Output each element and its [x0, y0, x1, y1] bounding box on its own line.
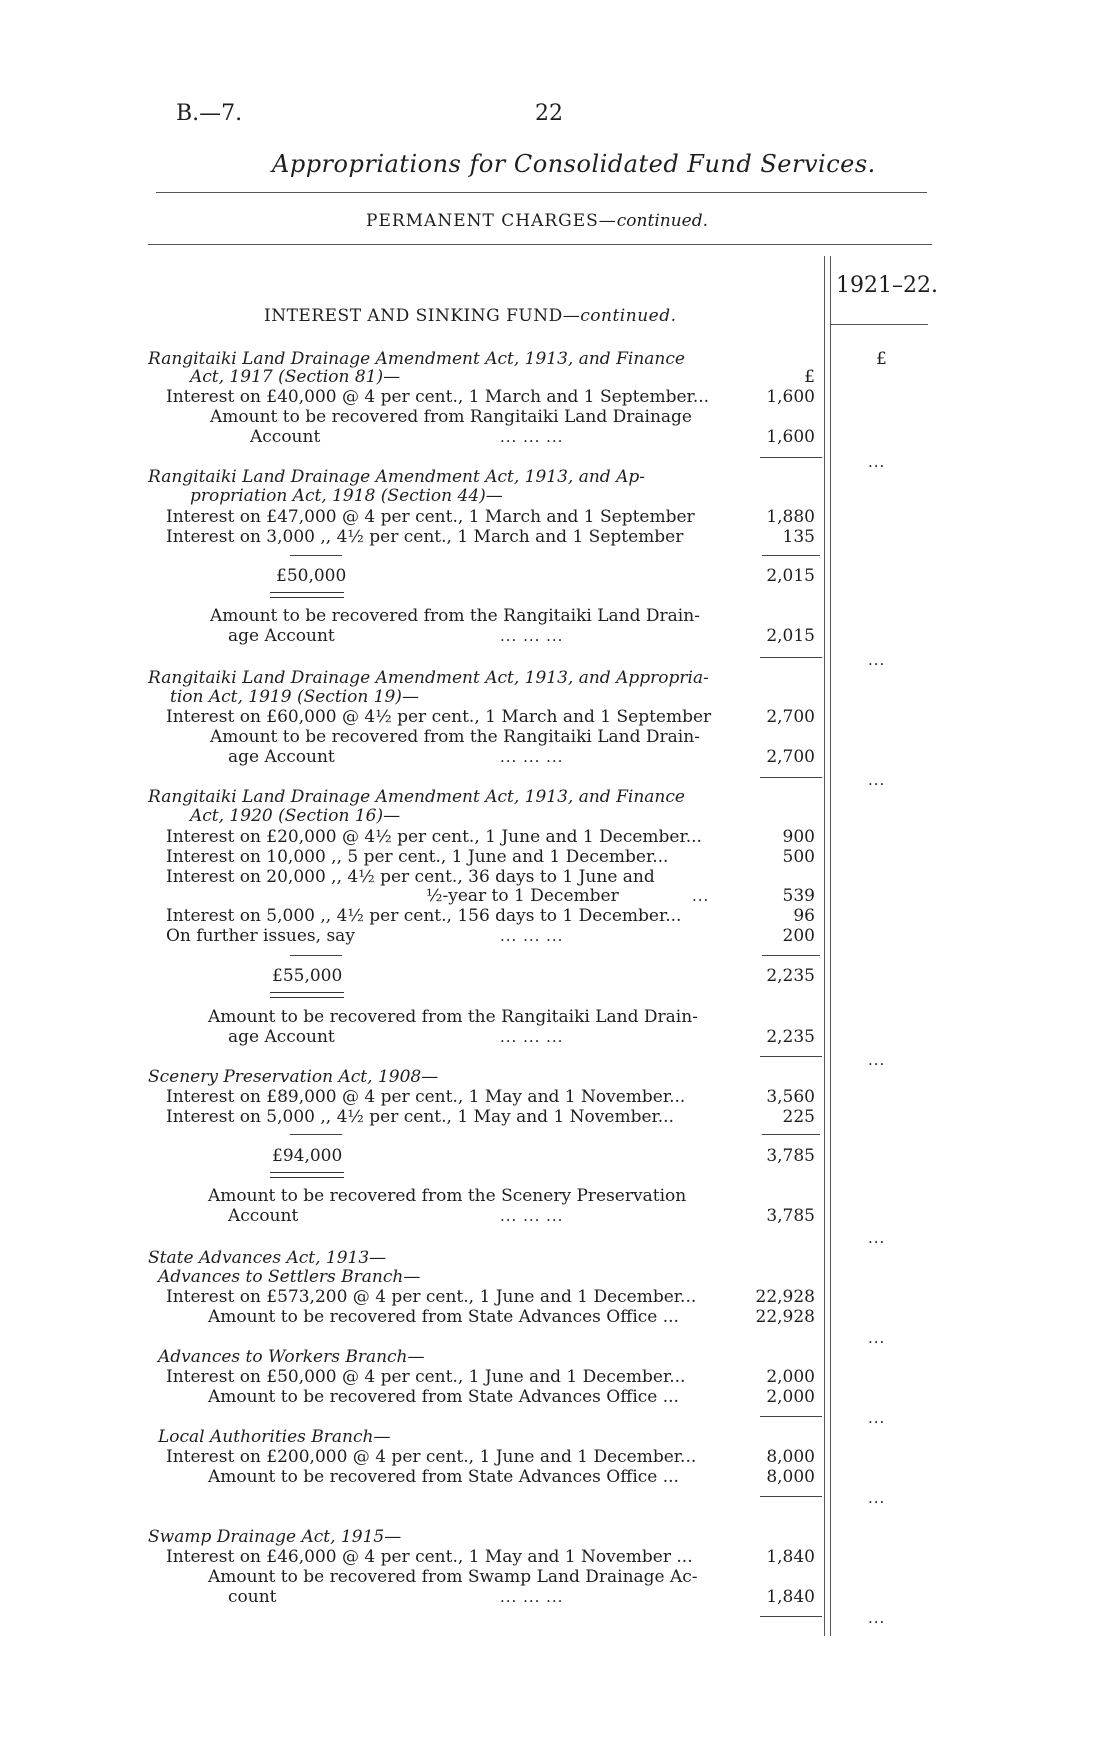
page-title: Appropriations for Consolidated Fund Services.	[272, 150, 876, 178]
recovery-line-cont: age Account	[228, 1027, 335, 1047]
interest-line: Interest on 10,000 ,, 5 per cent., 1 June and 1 December...	[166, 847, 669, 867]
branch-title: Advances to Settlers Branch—	[158, 1267, 421, 1287]
interest-amount: 3,560	[766, 1087, 815, 1107]
interest-line: Interest on £60,000 @ 4½ per cent., 1 March and 1 September	[166, 707, 712, 727]
entry-rule	[760, 1496, 822, 1497]
branch-title: Advances to Workers Branch—	[158, 1347, 425, 1367]
entry-rule	[760, 1056, 822, 1057]
act-title-cont: propriation Act, 1918 (Section 44)—	[190, 486, 503, 506]
act-title: Rangitaiki Land Drainage Amendment Act, 1913, and Finance	[148, 787, 685, 807]
branch-title: Local Authorities Branch—	[158, 1427, 391, 1447]
principal-total: £94,000	[272, 1146, 343, 1166]
double-rule	[270, 1172, 344, 1178]
act-title-cont: tion Act, 1919 (Section 19)—	[170, 687, 419, 707]
leader-dots: ... ... ...	[500, 927, 564, 945]
entry-rule	[760, 777, 822, 778]
recovery-line: Amount to be recovered from the Scenery Preservation	[208, 1186, 687, 1206]
leader-dots: ... ... ...	[500, 428, 564, 446]
interest-amount: 539	[782, 886, 815, 906]
recovery-line: Amount to be recovered from State Advances Office ...	[208, 1387, 679, 1407]
interest-amount: 500	[782, 847, 815, 867]
interest-amount: 22,928	[755, 1287, 815, 1307]
leader-dots: ... ... ...	[500, 1028, 564, 1046]
act-title: State Advances Act, 1913—	[148, 1248, 387, 1268]
section-heading	[264, 306, 676, 326]
subtotal-rule-amount	[762, 555, 820, 556]
subtotal-rule-amount	[762, 955, 820, 956]
recovery-line-cont: Account	[250, 427, 321, 447]
year-value: ...	[868, 651, 886, 669]
interest-amount: 900	[782, 827, 815, 847]
year-header-rule	[830, 324, 928, 325]
interest-amount: 1,840	[766, 1547, 815, 1567]
entry-rule	[760, 457, 822, 458]
column-divider-right	[830, 256, 831, 1636]
recovery-amount: 2,000	[766, 1387, 815, 1407]
recovery-line-cont: count	[228, 1587, 277, 1607]
recovery-line: Amount to be recovered from the Rangitaiki Land Drain-	[210, 606, 700, 626]
section-heading-cont: continued.	[580, 306, 677, 326]
currency-symbol-year: £	[876, 349, 887, 369]
double-rule	[270, 592, 344, 598]
interest-amount: 1,600	[766, 387, 815, 407]
subtotal-rule	[290, 955, 342, 956]
interest-line: Interest on £47,000 @ 4 per cent., 1 March and 1 September	[166, 507, 695, 527]
year-value: ...	[868, 1409, 886, 1427]
subtitle-rule	[148, 244, 932, 245]
interest-line: Interest on £46,000 @ 4 per cent., 1 May and 1 November ...	[166, 1547, 693, 1567]
further-issues-line: On further issues, say	[166, 926, 355, 946]
column-divider-left	[824, 256, 825, 1636]
principal-total: £55,000	[272, 966, 343, 986]
year-value: ...	[868, 1229, 886, 1247]
year-value: ...	[868, 1609, 886, 1627]
act-title: Rangitaiki Land Drainage Amendment Act, 1913, and Appropria-	[148, 668, 709, 688]
interest-line: Interest on 3,000 ,, 4½ per cent., 1 March and 1 September	[166, 527, 684, 547]
recovery-amount: 3,785	[766, 1206, 815, 1226]
recovery-line: Amount to be recovered from Swamp Land Drainage Ac-	[208, 1567, 698, 1587]
total-amount: 2,235	[766, 966, 815, 986]
title-rule	[156, 192, 927, 193]
recovery-line-cont: age Account	[228, 747, 335, 767]
principal-total: £50,000	[276, 566, 347, 586]
act-title: Scenery Preservation Act, 1908—	[148, 1067, 439, 1087]
interest-line: Interest on £20,000 @ 4½ per cent., 1 June and 1 December...	[166, 827, 702, 847]
entry-rule	[760, 657, 822, 658]
act-title-cont: Act, 1920 (Section 16)—	[190, 806, 401, 826]
total-amount: 3,785	[766, 1146, 815, 1166]
act-title: Rangitaiki Land Drainage Amendment Act, 1913, and Finance	[148, 349, 685, 369]
recovery-amount: 2,700	[766, 747, 815, 767]
interest-line: Interest on £40,000 @ 4 per cent., 1 March and 1 September...	[166, 387, 710, 407]
interest-amount: 200	[782, 926, 815, 946]
recovery-amount: 1,600	[766, 427, 815, 447]
interest-amount: 2,700	[766, 707, 815, 727]
recovery-line-cont: Account	[228, 1206, 299, 1226]
leader-dots: ... ... ...	[500, 748, 564, 766]
year-value: ...	[868, 1051, 886, 1069]
interest-amount: 135	[782, 527, 815, 547]
year-value: ...	[868, 1329, 886, 1347]
entry-rule	[760, 1416, 822, 1417]
act-title-cont: Act, 1917 (Section 81)—	[190, 367, 401, 387]
interest-amount: 2,000	[766, 1367, 815, 1387]
subtitle-cont: continued.	[616, 211, 708, 231]
recovery-amount: 2,235	[766, 1027, 815, 1047]
recovery-line: Amount to be recovered from State Advances Office ...	[208, 1467, 679, 1487]
interest-line-cont: ½-year to 1 December	[426, 886, 619, 906]
interest-line: Interest on £573,200 @ 4 per cent., 1 June and 1 December...	[166, 1287, 697, 1307]
interest-amount: 1,880	[766, 507, 815, 527]
act-title: Rangitaiki Land Drainage Amendment Act, 1913, and Ap-	[148, 467, 645, 487]
recovery-amount: 1,840	[766, 1587, 815, 1607]
page-number: 22	[535, 101, 563, 126]
section-heading-main: INTEREST AND SINKING FUND—	[264, 306, 581, 326]
recovery-amount: 22,928	[755, 1307, 815, 1327]
leader-dots: ... ... ...	[500, 1207, 564, 1225]
leader-dots: ... ... ...	[500, 1588, 564, 1606]
interest-line: Interest on £200,000 @ 4 per cent., 1 June and 1 December...	[166, 1447, 697, 1467]
leader-dots: ...	[692, 887, 710, 905]
interest-line: Interest on 5,000 ,, 4½ per cent., 156 days to 1 December...	[166, 906, 682, 926]
recovery-amount: 2,015	[766, 626, 815, 646]
interest-amount: 225	[782, 1107, 815, 1127]
recovery-line: Amount to be recovered from the Rangitaiki Land Drain-	[208, 1007, 698, 1027]
leader-dots: ... ... ...	[500, 627, 564, 645]
interest-amount: 8,000	[766, 1447, 815, 1467]
interest-line: Interest on £89,000 @ 4 per cent., 1 May and 1 November...	[166, 1087, 686, 1107]
recovery-line: Amount to be recovered from State Advances Office ...	[208, 1307, 679, 1327]
recovery-line: Amount to be recovered from the Rangitaiki Land Drain-	[210, 727, 700, 747]
subtotal-rule	[290, 1134, 342, 1135]
interest-line: Interest on £50,000 @ 4 per cent., 1 June and 1 December...	[166, 1367, 686, 1387]
year-column-header: 1921–22.	[836, 273, 938, 298]
year-value: ...	[868, 1489, 886, 1507]
subtitle-main: PERMANENT CHARGES—	[366, 211, 617, 231]
recovery-line-cont: age Account	[228, 626, 335, 646]
double-rule	[270, 992, 344, 998]
subtotal-rule	[290, 555, 342, 556]
year-value: ...	[868, 771, 886, 789]
recovery-amount: 8,000	[766, 1467, 815, 1487]
page-reference: B.—7.	[176, 101, 243, 126]
interest-amount: 96	[793, 906, 815, 926]
total-amount: 2,015	[766, 566, 815, 586]
currency-symbol-main: £	[804, 367, 815, 387]
subtotal-rule-amount	[762, 1134, 820, 1135]
interest-line: Interest on 20,000 ,, 4½ per cent., 36 days to 1 June and	[166, 867, 655, 887]
entry-rule	[760, 1616, 822, 1617]
year-value: ...	[868, 453, 886, 471]
section-subtitle	[366, 211, 708, 231]
act-title: Swamp Drainage Act, 1915—	[148, 1527, 402, 1547]
recovery-line: Amount to be recovered from Rangitaiki Land Drainage	[210, 407, 692, 427]
interest-line: Interest on 5,000 ,, 4½ per cent., 1 May and 1 November...	[166, 1107, 674, 1127]
